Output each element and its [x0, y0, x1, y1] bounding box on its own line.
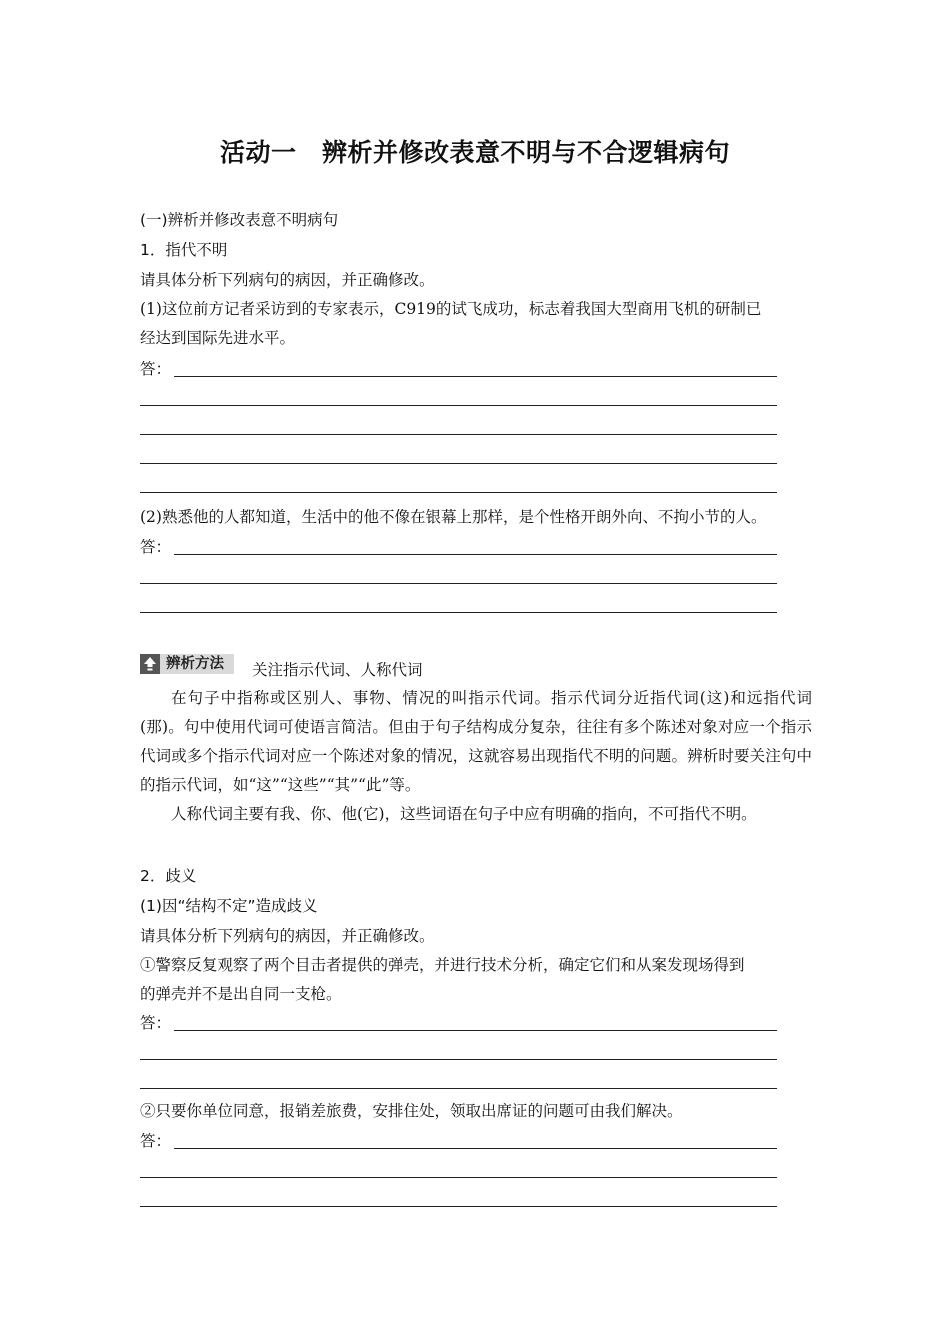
page-title: 活动一 辨析并修改表意不明与不合逻辑病句	[219, 138, 730, 167]
question-1-line-1: (1)这位前方记者采访到的专家表示，C919的试飞成功，标志着我国大型商用飞机的研制已	[140, 300, 762, 318]
question-1-line-1: ①警察反复观察了两个目击者提供的弹壳，并进行技术分析，确定它们和从案发现场得到	[140, 956, 745, 974]
method-paragraph-2: 人称代词主要有我、你、他(它)，这些词语在句子中应有明确的指向，不可指代不明。	[171, 805, 757, 823]
instruction-text: 请具体分析下列病句的病因，并正确修改。	[140, 927, 435, 945]
arrow-up-icon	[140, 654, 160, 674]
question-1-line-2: 经达到国际先进水平。	[140, 329, 296, 347]
answer-line[interactable]	[140, 612, 777, 613]
question-1-line-2: 的弹壳并不是出自同一支枪。	[140, 985, 342, 1003]
answer-line[interactable]	[174, 554, 777, 555]
answer-label: 答：	[140, 538, 172, 556]
subsection-heading-ambiguity: 2．歧义	[140, 867, 197, 885]
subsection-subheading: (1)因“结构不定”造成歧义	[140, 897, 318, 915]
answer-label: 答：	[140, 1014, 172, 1032]
answer-line[interactable]	[174, 1148, 777, 1149]
answer-line[interactable]	[140, 434, 777, 435]
instruction-text: 请具体分析下列病句的病因，并正确修改。	[140, 271, 435, 289]
section-heading: (一)辨析并修改表意不明病句	[140, 211, 339, 229]
answer-line[interactable]	[174, 376, 777, 377]
method-paragraph-1: 在句子中指称或区别人、事物、情况的叫指示代词。指示代词分近指代词(这)和远指代词(那)。句中使用代词可使语言简洁。但由于句子结构成分复杂，往往有多个陈述对象对应一个指示代词或多个指示代词对应一个陈述对象的情况，这就容易出现指代不明的问题。辨析时要关注句中的指示代词，如“这”“这些”“其”“此”等。	[140, 689, 812, 794]
answer-label: 答：	[140, 360, 172, 378]
answer-line[interactable]	[140, 1088, 777, 1089]
answer-line[interactable]	[140, 492, 777, 493]
answer-line[interactable]	[140, 463, 777, 464]
question-2: (2)熟悉他的人都知道，生活中的他不像在银幕上那样，是个性格开朗外向、不拘小节的人。	[140, 508, 767, 526]
answer-line[interactable]	[140, 1059, 777, 1060]
answer-line[interactable]	[140, 583, 777, 584]
method-title: 关注指示代词、人称代词	[252, 661, 423, 679]
answer-line[interactable]	[174, 1030, 777, 1031]
question-2: ②只要你单位同意，报销差旅费，安排住处，领取出席证的问题可由我们解决。	[140, 1102, 683, 1120]
subsection-heading-reference: 1．指代不明	[140, 241, 228, 259]
method-badge-label: 辨析方法	[166, 656, 224, 672]
answer-line[interactable]	[140, 1206, 777, 1207]
answer-label: 答：	[140, 1132, 172, 1150]
method-badge	[140, 654, 234, 674]
answer-line[interactable]	[140, 1177, 777, 1178]
answer-line[interactable]	[140, 405, 777, 406]
